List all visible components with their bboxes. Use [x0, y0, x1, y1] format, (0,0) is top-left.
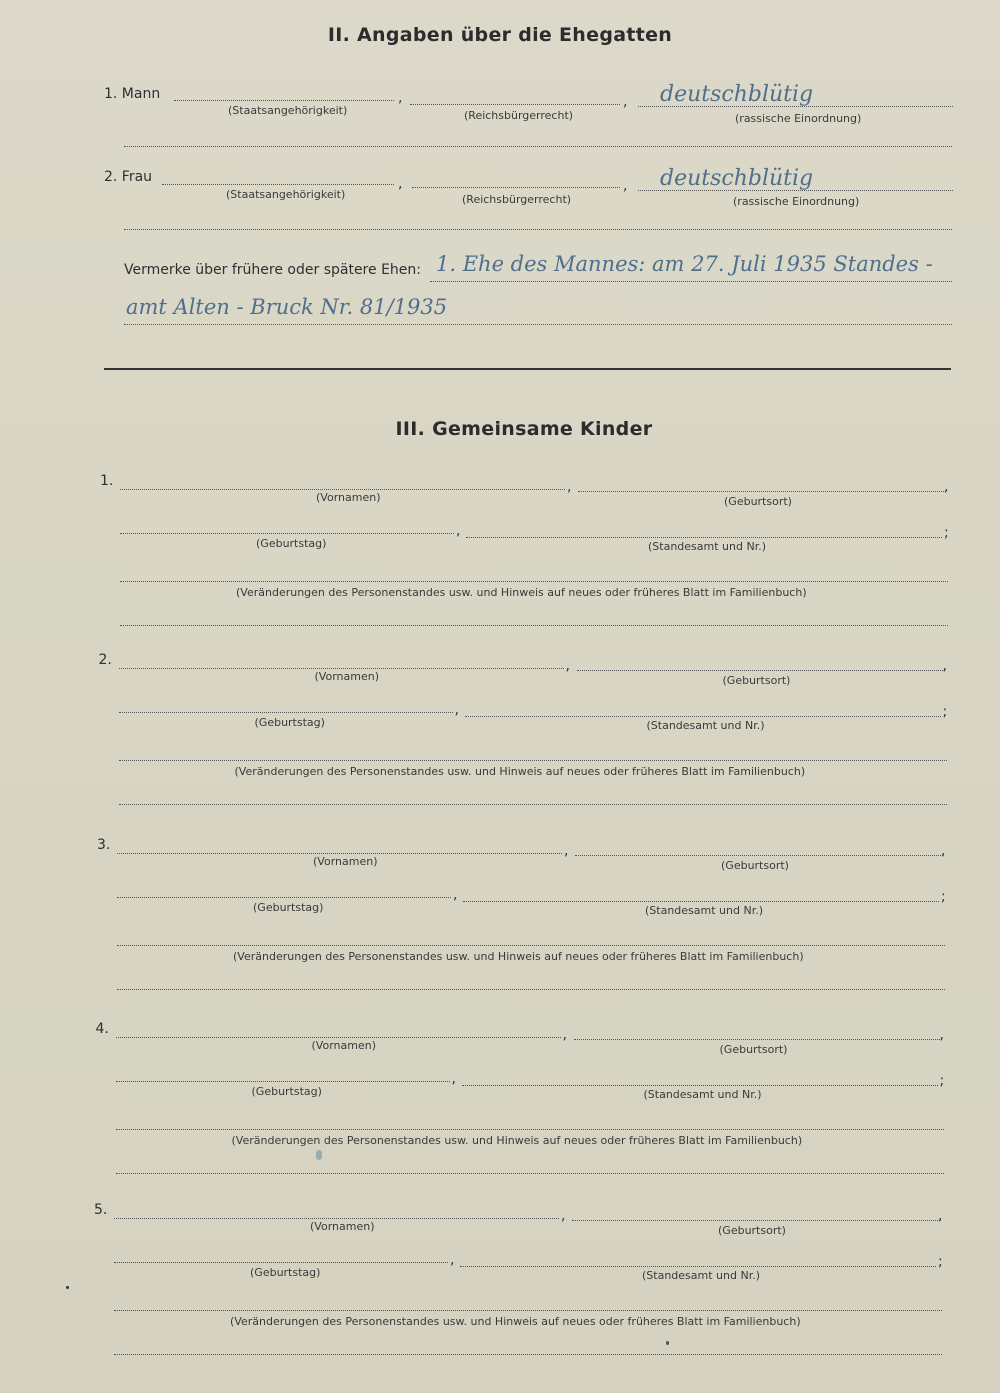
child-number: 3.: [97, 837, 111, 853]
comma: ,: [565, 658, 570, 674]
comma: ,: [941, 843, 946, 859]
comma: ,: [623, 94, 628, 110]
child-birthday-line[interactable]: [120, 533, 454, 534]
child-registry-caption: (Standesamt und Nr.): [645, 904, 763, 917]
child-notes-line[interactable]: [117, 989, 945, 990]
man-nationality-line[interactable]: [174, 100, 394, 101]
child-registry-caption: (Standesamt und Nr.): [648, 540, 766, 553]
child-changes-line[interactable]: [119, 760, 947, 761]
child-birthday-caption: (Geburtstag): [256, 537, 327, 550]
semicolon: ;: [944, 525, 949, 541]
man-racial-handwriting: deutschblütig: [660, 82, 814, 107]
comma: ,: [450, 1252, 455, 1268]
woman-nationality-caption: (Staatsangehörigkeit): [226, 188, 346, 201]
child-birthplace-caption: (Geburtsort): [721, 859, 789, 872]
child-registry-line[interactable]: [466, 537, 942, 538]
man-label: 1. Mann: [104, 86, 161, 102]
child-changes-line[interactable]: [116, 1129, 944, 1130]
child-birthday-caption: (Geburtstag): [253, 901, 324, 914]
woman-racial-handwriting: deutschblütig: [660, 166, 814, 191]
marriage-notes-label: Vermerke über frühere oder spätere Ehen:: [124, 262, 421, 278]
child-changes-caption: (Veränderungen des Personenstandes usw. und Hinweis auf neues oder früheres Blatt im Familienbuch): [236, 586, 807, 599]
child-number: 1.: [100, 473, 114, 489]
comma: ,: [942, 658, 947, 674]
child-first-names-line[interactable]: [116, 1037, 561, 1038]
child-first-names-caption: (Vornamen): [310, 1220, 375, 1233]
child-changes-line[interactable]: [114, 1310, 942, 1311]
man-extra-line[interactable]: [124, 146, 952, 147]
ink-speck: [666, 1341, 669, 1345]
section-title-spouses: II. Angaben über die Ehegatten: [327, 24, 673, 46]
comma: ,: [564, 843, 569, 859]
woman-racial-caption: (rassische Einordnung): [733, 195, 860, 208]
woman-citizenship-caption: (Reichsbürgerrecht): [462, 193, 572, 206]
child-first-names-caption: (Vornamen): [311, 1039, 376, 1052]
marriage-notes-line-1[interactable]: [430, 281, 952, 282]
child-birthplace-line[interactable]: [574, 1039, 942, 1040]
man-nationality-caption: (Staatsangehörigkeit): [228, 104, 348, 117]
child-changes-line[interactable]: [117, 945, 945, 946]
child-birthday-line[interactable]: [114, 1262, 448, 1263]
child-birthday-caption: (Geburtstag): [250, 1266, 321, 1279]
comma: ,: [561, 1208, 566, 1224]
marriage-notes-handwriting-1: 1. Ehe des Mannes: am 27. Juli 1935 Standes -: [436, 252, 933, 276]
section-divider: [104, 368, 951, 370]
child-first-names-caption: (Vornamen): [313, 855, 378, 868]
child-first-names-line[interactable]: [119, 668, 564, 669]
ink-speck: [66, 1286, 69, 1289]
child-birthplace-caption: (Geburtsort): [722, 674, 791, 687]
ink-speck: [316, 1150, 322, 1160]
child-registry-caption: (Standesamt und Nr.): [642, 1269, 760, 1282]
comma: ,: [562, 1027, 567, 1043]
child-first-names-line[interactable]: [117, 853, 562, 854]
child-registry-line[interactable]: [465, 716, 941, 717]
child-birthplace-line[interactable]: [578, 491, 946, 492]
child-number: 2.: [98, 652, 112, 668]
child-changes-caption: (Veränderungen des Personenstandes usw. und Hinweis auf neues oder früheres Blatt im Familienbuch): [230, 1315, 801, 1328]
man-racial-caption: (rassische Einordnung): [735, 112, 862, 125]
woman-nationality-line[interactable]: [162, 184, 394, 185]
child-changes-line[interactable]: [120, 581, 948, 582]
child-birthplace-caption: (Geburtsort): [718, 1224, 786, 1237]
child-birthplace-line[interactable]: [575, 855, 943, 856]
section-title-children: III. Gemeinsame Kinder: [395, 418, 653, 440]
woman-label: 2. Frau: [104, 169, 153, 185]
child-birthday-line[interactable]: [116, 1081, 450, 1082]
marriage-notes-handwriting-2: amt Alten - Bruck Nr. 81/1935: [126, 295, 448, 319]
child-notes-line[interactable]: [120, 625, 948, 626]
semicolon: ;: [939, 1073, 945, 1089]
child-number: 4.: [95, 1021, 109, 1037]
semicolon: ;: [941, 889, 946, 905]
comma: ,: [939, 1027, 944, 1043]
child-first-names-caption: (Vornamen): [314, 670, 379, 683]
comma: ,: [398, 90, 403, 106]
child-first-names-line[interactable]: [114, 1218, 559, 1219]
semicolon: ;: [938, 1254, 943, 1270]
child-birthday-line[interactable]: [117, 897, 451, 898]
child-birthday-caption: (Geburtstag): [251, 1085, 322, 1098]
child-changes-caption: (Veränderungen des Personenstandes usw. und Hinweis auf neues oder früheres Blatt im Familienbuch): [233, 950, 804, 963]
child-birthplace-caption: (Geburtsort): [719, 1043, 788, 1056]
child-birthplace-line[interactable]: [572, 1220, 940, 1221]
child-first-names-line[interactable]: [120, 489, 565, 490]
woman-extra-line[interactable]: [124, 229, 952, 230]
child-registry-line[interactable]: [463, 901, 939, 902]
woman-citizenship-line[interactable]: [412, 187, 620, 188]
child-birthday-line[interactable]: [119, 712, 453, 713]
comma: ,: [451, 1071, 456, 1087]
comma: ,: [567, 479, 572, 495]
child-registry-line[interactable]: [462, 1085, 938, 1086]
child-birthday-caption: (Geburtstag): [254, 716, 325, 729]
comma: ,: [398, 176, 403, 192]
comma: ,: [623, 178, 628, 194]
child-birthplace-line[interactable]: [577, 670, 945, 671]
man-citizenship-line[interactable]: [410, 104, 620, 105]
semicolon: ;: [942, 704, 948, 720]
comma: ,: [456, 523, 461, 539]
child-birthplace-caption: (Geburtsort): [724, 495, 792, 508]
child-number: 5.: [94, 1202, 108, 1218]
child-registry-caption: (Standesamt und Nr.): [643, 1088, 762, 1101]
child-notes-line[interactable]: [119, 804, 947, 805]
child-changes-caption: (Veränderungen des Personenstandes usw. und Hinweis auf neues oder früheres Blatt im Familienbuch): [231, 1134, 803, 1147]
child-changes-caption: (Veränderungen des Personenstandes usw. und Hinweis auf neues oder früheres Blatt im Familienbuch): [234, 765, 806, 778]
marriage-notes-line-2[interactable]: [124, 324, 952, 325]
child-notes-line[interactable]: [116, 1173, 944, 1174]
child-first-names-caption: (Vornamen): [316, 491, 381, 504]
child-registry-caption: (Standesamt und Nr.): [646, 719, 765, 732]
comma: ,: [453, 887, 458, 903]
child-notes-line[interactable]: [114, 1354, 942, 1355]
comma: ,: [454, 702, 459, 718]
man-citizenship-caption: (Reichsbürgerrecht): [464, 109, 574, 122]
child-registry-line[interactable]: [460, 1266, 936, 1267]
comma: ,: [944, 479, 949, 495]
comma: ,: [938, 1208, 943, 1224]
